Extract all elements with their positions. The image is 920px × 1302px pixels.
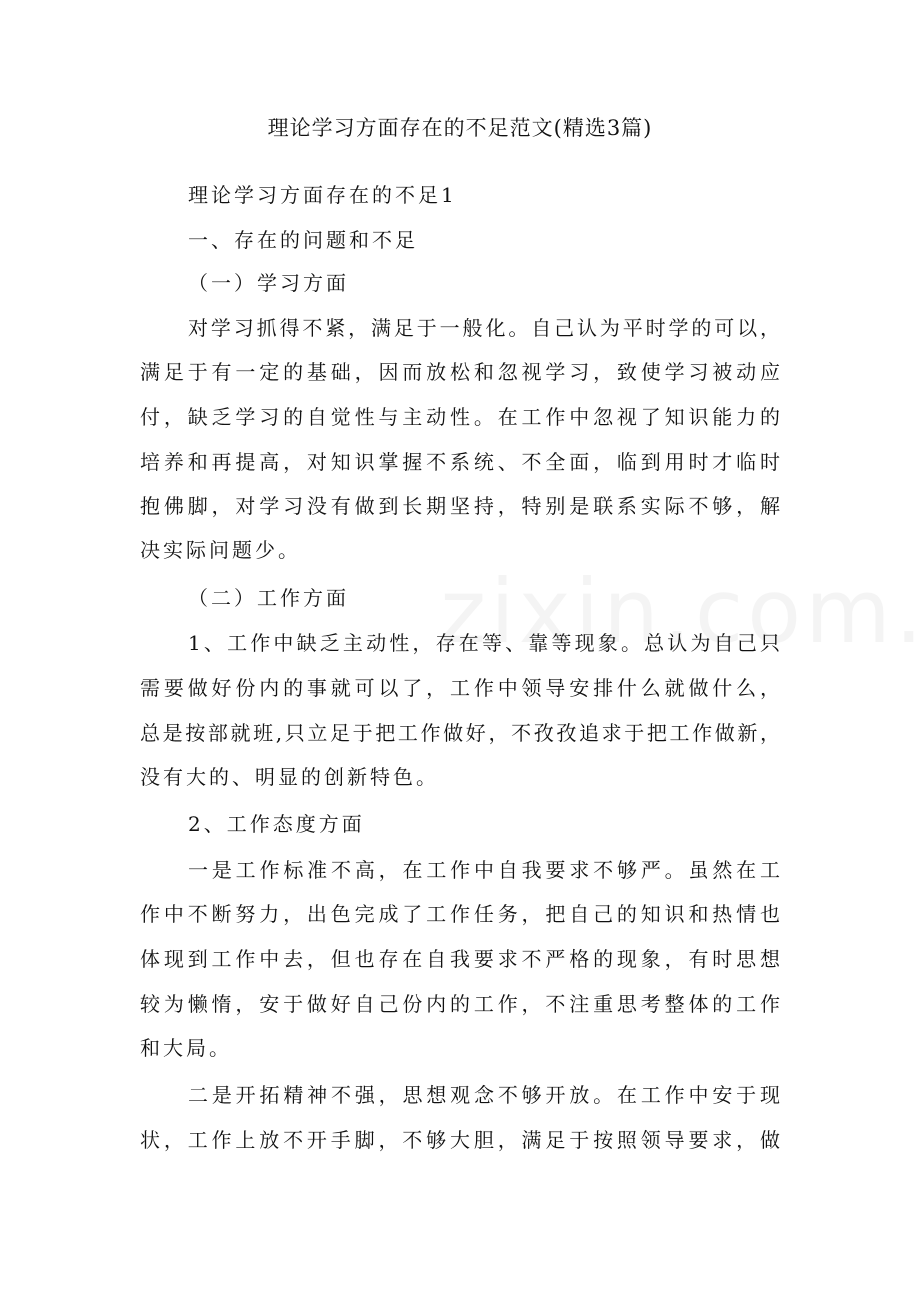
paragraph-line: 状，工作上放不开手脚，不够大胆，满足于按照领导要求，做 (140, 1128, 780, 1152)
subsection-heading: 一、存在的问题和不足 (188, 228, 418, 252)
paragraph-line: 需要做好份内的事就可以了，工作中领导安排什么就做什么， (140, 676, 780, 700)
paragraph-line: 没有大的、明显的创新特色。 (140, 765, 439, 789)
subsection-heading: （二）工作方面 (188, 586, 349, 610)
paragraph-line: 较为懒惰，安于做好自己份内的工作，不注重思考整体的工作 (140, 992, 780, 1016)
paragraph-line: 作中不断努力，出色完成了工作任务，把自己的知识和热情也 (140, 902, 780, 926)
paragraph-line: 满足于有一定的基础，因而放松和忽视学习，致使学习被动应 (140, 360, 780, 384)
paragraph-line: 二是开拓精神不强，思想观念不够开放。在工作中安于现 (188, 1083, 780, 1107)
paragraph-line: 抱佛脚，对学习没有做到长期坚持，特别是联系实际不够，解 (140, 494, 780, 518)
document-title: 理论学习方面存在的不足范文(精选3篇) (267, 116, 653, 140)
paragraph-line: 和大局。 (140, 1036, 232, 1060)
section-heading: 理论学习方面存在的不足1 (188, 183, 457, 207)
subsection-heading: （一）学习方面 (188, 271, 349, 295)
paragraph-line: 付，缺乏学习的自觉性与主动性。在工作中忽视了知识能力的 (140, 405, 780, 429)
paragraph-line: 体现到工作中去，但也存在自我要求不严格的现象，有时思想 (140, 947, 780, 971)
paragraph-line: 1、工作中缺乏主动性，存在等、靠等现象。总认为自己只 (188, 631, 780, 655)
paragraph-line: 总是按部就班,只立足于把工作做好，不孜孜追求于把工作做新， (140, 721, 780, 745)
paragraph-line: 培养和再提高，对知识掌握不系统、不全面，临到用时才临时 (140, 450, 780, 474)
paragraph-line: 决实际问题少。 (140, 538, 301, 562)
paragraph-line: 对学习抓得不紧，满足于一般化。自己认为平时学的可以， (188, 316, 780, 340)
paragraph-line: 一是工作标准不高，在工作中自我要求不够严。虽然在工 (188, 858, 780, 882)
subsection-heading: 2、工作态度方面 (188, 812, 365, 836)
